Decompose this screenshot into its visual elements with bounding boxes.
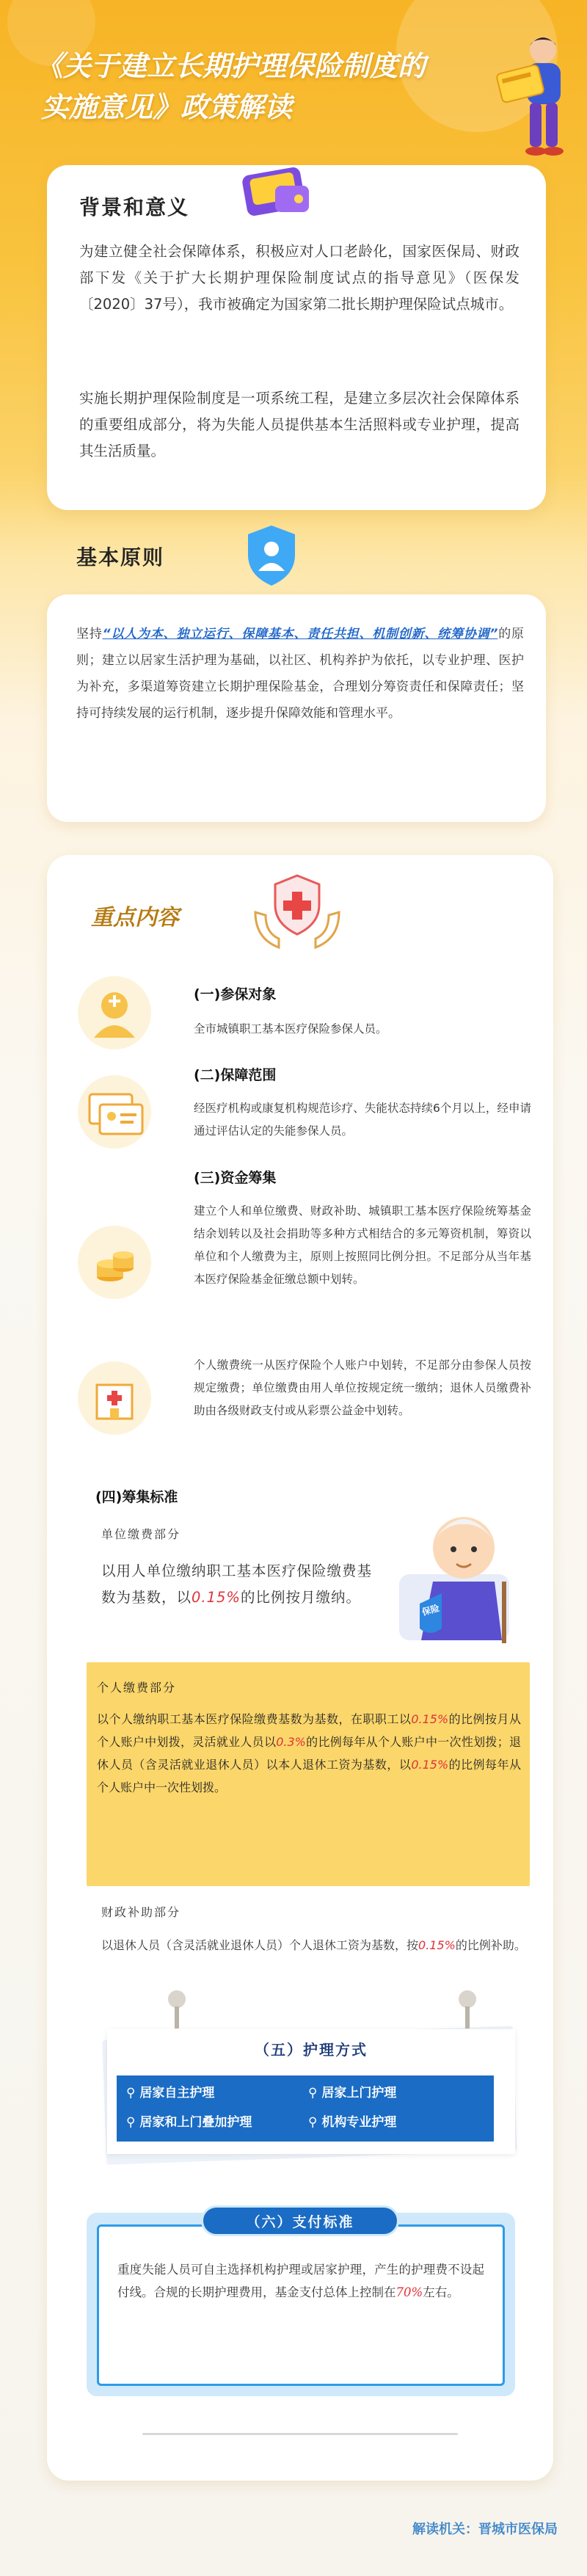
fiscal-rate: 0.15% <box>418 1938 456 1952</box>
principles-text <box>76 621 524 727</box>
id-card-icon <box>78 1075 151 1149</box>
care-item-home-visit: ⚲ 居家上门护理 <box>308 2086 397 2100</box>
page-title-line2: 实施意见》政策解读 <box>41 90 293 123</box>
wallet-icon <box>234 161 322 227</box>
section4-title: (四)筹集标准 <box>95 1489 178 1505</box>
pin-right-icon <box>455 1989 480 2033</box>
section1-text: 全市城镇职工基本医疗保险参保人员。 <box>194 1022 387 1036</box>
payment-text: 重度失能人员可自主选择机构护理或居家护理，产生的护理费不设起付线。合规的长期护理费用，基金支付总体上控制在70%左右。 <box>117 2263 484 2299</box>
page-title <box>35 46 490 128</box>
pin-left-icon <box>164 1989 189 2033</box>
care-item-combined: ⚲ 居家和上门叠加护理 <box>126 2115 252 2130</box>
background-paragraph-2: 实施长期护理保险制度是一项系统工程，是建立多层次社会保障体系的重要组成部分，将为失能人员提供基本生活照料或专业护理，提高其生活质量。 <box>79 390 519 459</box>
principles-pre: 坚持 <box>76 627 103 641</box>
fiscal-subsidy-label: 财政补助部分 <box>101 1905 181 1919</box>
background-card <box>47 165 546 510</box>
principles-card <box>47 594 546 822</box>
location-pin-icon: ⚲ <box>308 2115 322 2130</box>
location-pin-icon: ⚲ <box>308 2086 322 2100</box>
hero-person-illustration <box>492 29 580 169</box>
footer-issuer: 解读机关：晋城市医保局 <box>412 2522 558 2537</box>
fiscal-subsidy-text: 以退休人员（含灵活就业退休人员）个人退休工资为基数，按0.15%的比例补助。 <box>101 1938 526 1952</box>
personal-contribution-label: 个人缴费部分 <box>97 1681 177 1695</box>
unit-contribution-label: 单位缴费部分 <box>101 1527 181 1541</box>
care-title: （五）护理方式 <box>255 2041 368 2059</box>
personal-rate-3: 0.15% <box>411 1758 449 1772</box>
elder-shield-badge: 保险 <box>420 1602 441 1618</box>
background-paragraph-1: 为建立健全社会保障体系，积极应对人口老龄化，国家医保局、财政部下发《关于扩大长期护理保险制度试点的指导意见》（医保发〔2020〕37号），我市被确定为国家第二批长期护理保险试点城市。 <box>79 243 519 313</box>
unit-rate: 0.15% <box>192 1589 241 1606</box>
personal-contribution-box <box>87 1662 530 1886</box>
location-pin-icon: ⚲ <box>126 2115 140 2130</box>
personal-rate-2: 0.3% <box>276 1735 306 1749</box>
payment-inner-box <box>97 2224 505 2386</box>
care-item-home-self: ⚲ 居家自主护理 <box>126 2086 215 2100</box>
personal-rate-1: 0.15% <box>411 1712 449 1726</box>
key-content-card <box>47 855 553 2481</box>
payment-rate: 70% <box>395 2285 423 2299</box>
background-title: 背景和意义 <box>79 195 190 219</box>
payment-title: （六）支付标准 <box>246 2214 354 2230</box>
unit-contribution-text: 以用人单位缴纳职工基本医疗保险缴费基数为基数，以0.15%的比例按月缴纳。 <box>101 1562 373 1606</box>
key-content-title: 重点内容 <box>91 905 179 931</box>
principles-post: 的原则；建立以居家生活护理为基础，以社区、机构养护为依托，以专业护理、医护为补充，多渠道筹资建立长期护理保险基金，合理划分筹资责任和保障责任；坚持可持续发展的运行机制，逐步提升保障效能和管理水平。 <box>76 627 524 721</box>
insured-person-icon <box>78 976 151 1049</box>
medical-hands-icon <box>249 868 345 956</box>
coins-icon <box>78 1226 151 1299</box>
card-bottom-divider <box>142 2433 458 2435</box>
elderly-person-illustration <box>392 1493 524 1648</box>
section2-text: 经医疗机构或康复机构规范诊疗、失能状态持续6个月以上，经申请通过评估认定的失能参保人员。 <box>194 1102 531 1138</box>
section3-title: (三)资金筹集 <box>194 1170 277 1186</box>
section3-paragraph-1: 建立个人和单位缴费、财政补助、城镇职工基本医疗保险统筹基金结余划转以及社会捐助等多种方式相结合的多元筹资机制，筹资以单位和个人缴费为主，原则上按照同比例分担。不足部分从当年基本医疗保险基金征缴总额中划转。 <box>194 1204 531 1286</box>
user-shield-icon <box>242 523 301 589</box>
section2-title: (二)保障范围 <box>194 1067 277 1083</box>
page-title-line1: 《关于建立长期护理保险制度的 <box>35 49 426 82</box>
personal-contribution-text: 以个人缴纳职工基本医疗保险缴费基数为基数，在职职工以0.15%的比例按月从个人账户中划拨，灵活就业人员以0.3%的比例每年从个人账户中一次性划拨；退休人员（含灵活就业退休人员）以本人退休工资为基数，以0.15%的比例每年从个人账户中一次性划拨。 <box>97 1712 521 1794</box>
hospital-icon <box>78 1361 151 1435</box>
principles-title: 基本原则 <box>76 545 165 570</box>
principles-highlight: “以人为本、独立运行、保障基本、责任共担、机制创新、统筹协调” <box>102 627 498 641</box>
care-item-institution: ⚲ 机构专业护理 <box>308 2115 397 2130</box>
section3-paragraph-2: 个人缴费统一从医疗保险个人账户中划转，不足部分由参保人员按规定缴费；单位缴费由用人单位按规定统一缴纳；退休人员缴费补助由各级财政支付或从彩票公益金中划转。 <box>194 1358 531 1417</box>
section1-title: (一)参保对象 <box>194 986 277 1003</box>
location-pin-icon: ⚲ <box>126 2086 140 2100</box>
